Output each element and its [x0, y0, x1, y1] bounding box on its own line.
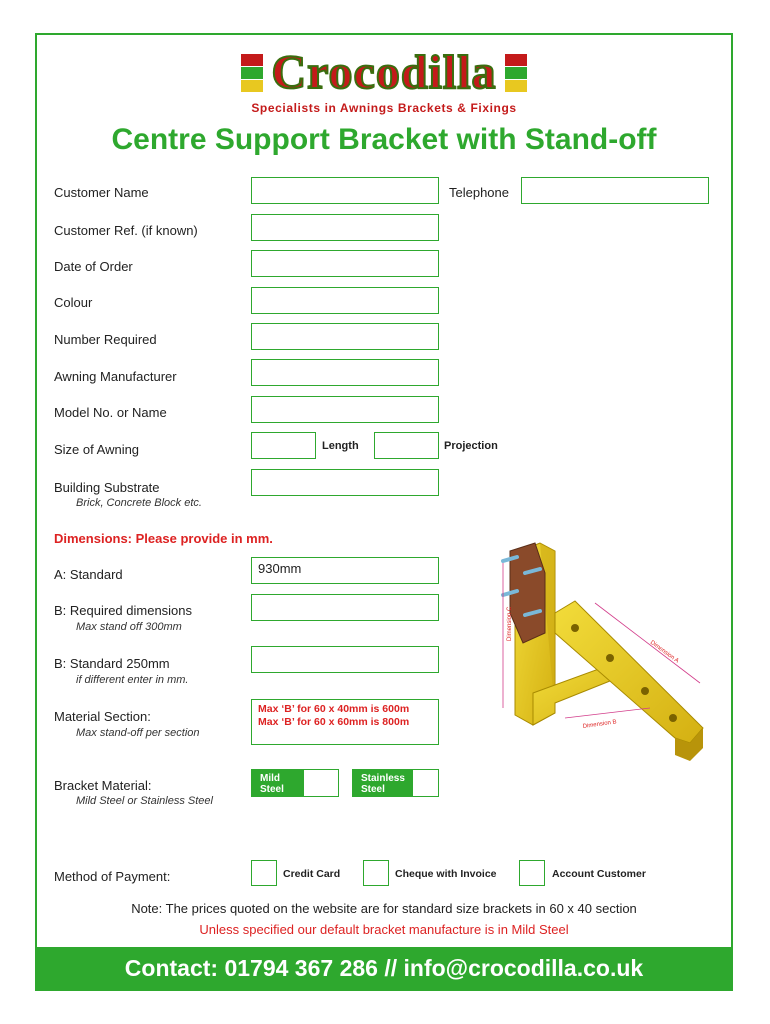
bracket-material-hint: Mild Steel or Stainless Steel [76, 795, 213, 807]
projection-label: Projection [444, 440, 498, 452]
number-required-label: Number Required [54, 332, 157, 347]
customer-name-field[interactable] [251, 177, 439, 204]
bracket-diagram [445, 533, 710, 763]
b-standard-field[interactable] [251, 646, 439, 673]
telephone-label: Telephone [449, 185, 509, 200]
default-material-note: Unless specified our default bracket manufacture is in Mild Steel [199, 922, 569, 937]
bracket-hole-3 [641, 687, 649, 695]
mild-steel-checkbox[interactable] [304, 770, 338, 796]
b-required-label: B: Required dimensions [54, 603, 193, 618]
colour-label: Colour [54, 295, 93, 310]
credit-card-label: Credit Card [283, 868, 341, 880]
b-required-field[interactable] [251, 594, 439, 621]
material-note-line1: Max ‘B’ for 60 x 40mm is 600m [258, 703, 410, 715]
dimension-c-label: Dimension C [507, 606, 513, 641]
dimension-a-label: Dimension A [648, 639, 680, 665]
length-label: Length [322, 440, 359, 452]
dimensions-heading: Dimensions: Please provide in mm. [54, 531, 273, 546]
b-standard-label: B: Standard 250mm [54, 656, 170, 671]
pricing-note: Note: The prices quoted on the website are for standard size brackets in 60 x 40 section [131, 901, 637, 916]
stainless-steel-label-1: Stainless [361, 773, 405, 784]
model-field[interactable] [251, 396, 439, 423]
customer-ref-field[interactable] [251, 214, 439, 241]
logo [37, 47, 731, 97]
bracket-hole-1 [571, 624, 579, 632]
a-standard-field[interactable]: 930mm [251, 557, 439, 584]
telephone-field[interactable] [521, 177, 709, 204]
logo-flag-left [241, 54, 263, 92]
number-required-field[interactable] [251, 323, 439, 350]
credit-card-checkbox[interactable] [251, 860, 277, 886]
mild-steel-tag [252, 770, 304, 796]
bracket-hole-4 [669, 714, 677, 722]
customer-ref-label: Customer Ref. (if known) [54, 223, 198, 238]
stainless-steel-option[interactable] [352, 769, 439, 797]
awning-length-field[interactable] [251, 432, 316, 459]
stainless-steel-label-2: Steel [361, 784, 385, 795]
contact-footer: Contact: 01794 367 286 // info@crocodilla.co.uk [37, 947, 731, 989]
b-standard-hint: if different enter in mm. [76, 674, 189, 686]
awning-projection-field[interactable] [374, 432, 439, 459]
size-of-awning-label: Size of Awning [54, 442, 140, 457]
stainless-steel-tag [353, 770, 413, 796]
account-customer-label: Account Customer [552, 868, 646, 880]
payment-label: Method of Payment: [54, 869, 171, 884]
logo-wordmark: Crocodilla [271, 46, 497, 99]
model-label: Model No. or Name [54, 405, 167, 420]
material-section-hint: Max stand-off per section [76, 727, 200, 739]
date-of-order-label: Date of Order [54, 259, 133, 274]
logo-flag-right [505, 54, 527, 92]
material-note-line2: Max ‘B’ for 60 x 60mm is 800m [258, 716, 410, 728]
account-customer-checkbox[interactable] [519, 860, 545, 886]
bracket-hole-2 [606, 654, 614, 662]
dimension-b-label: Dimension B [582, 719, 617, 730]
awning-manufacturer-label: Awning Manufacturer [54, 369, 177, 384]
cheque-checkbox[interactable] [363, 860, 389, 886]
order-form [35, 33, 733, 991]
material-section-label: Material Section: [54, 709, 151, 724]
tagline: Specialists in Awnings Brackets & Fixings [251, 101, 517, 115]
mild-steel-option[interactable] [251, 769, 339, 797]
bracket-material-label: Bracket Material: [54, 778, 152, 793]
a-standard-label: A: Standard [54, 567, 123, 582]
customer-name-label: Customer Name [54, 185, 149, 200]
building-substrate-label: Building Substrate [54, 480, 160, 495]
date-of-order-field[interactable] [251, 250, 439, 277]
building-substrate-hint: Brick, Concrete Block etc. [76, 497, 202, 509]
awning-manufacturer-field[interactable] [251, 359, 439, 386]
bracket-diagonal-arm [555, 601, 703, 743]
colour-field[interactable] [251, 287, 439, 314]
b-required-hint: Max stand off 300mm [76, 621, 182, 633]
cheque-label: Cheque with Invoice [395, 868, 497, 880]
mild-steel-label-1: Mild [260, 773, 280, 784]
page-title: Centre Support Bracket with Stand-off [111, 123, 657, 156]
stainless-steel-checkbox[interactable] [413, 770, 438, 796]
mild-steel-label-2: Steel [260, 784, 284, 795]
building-substrate-field[interactable] [251, 469, 439, 496]
material-section-note [251, 699, 439, 745]
